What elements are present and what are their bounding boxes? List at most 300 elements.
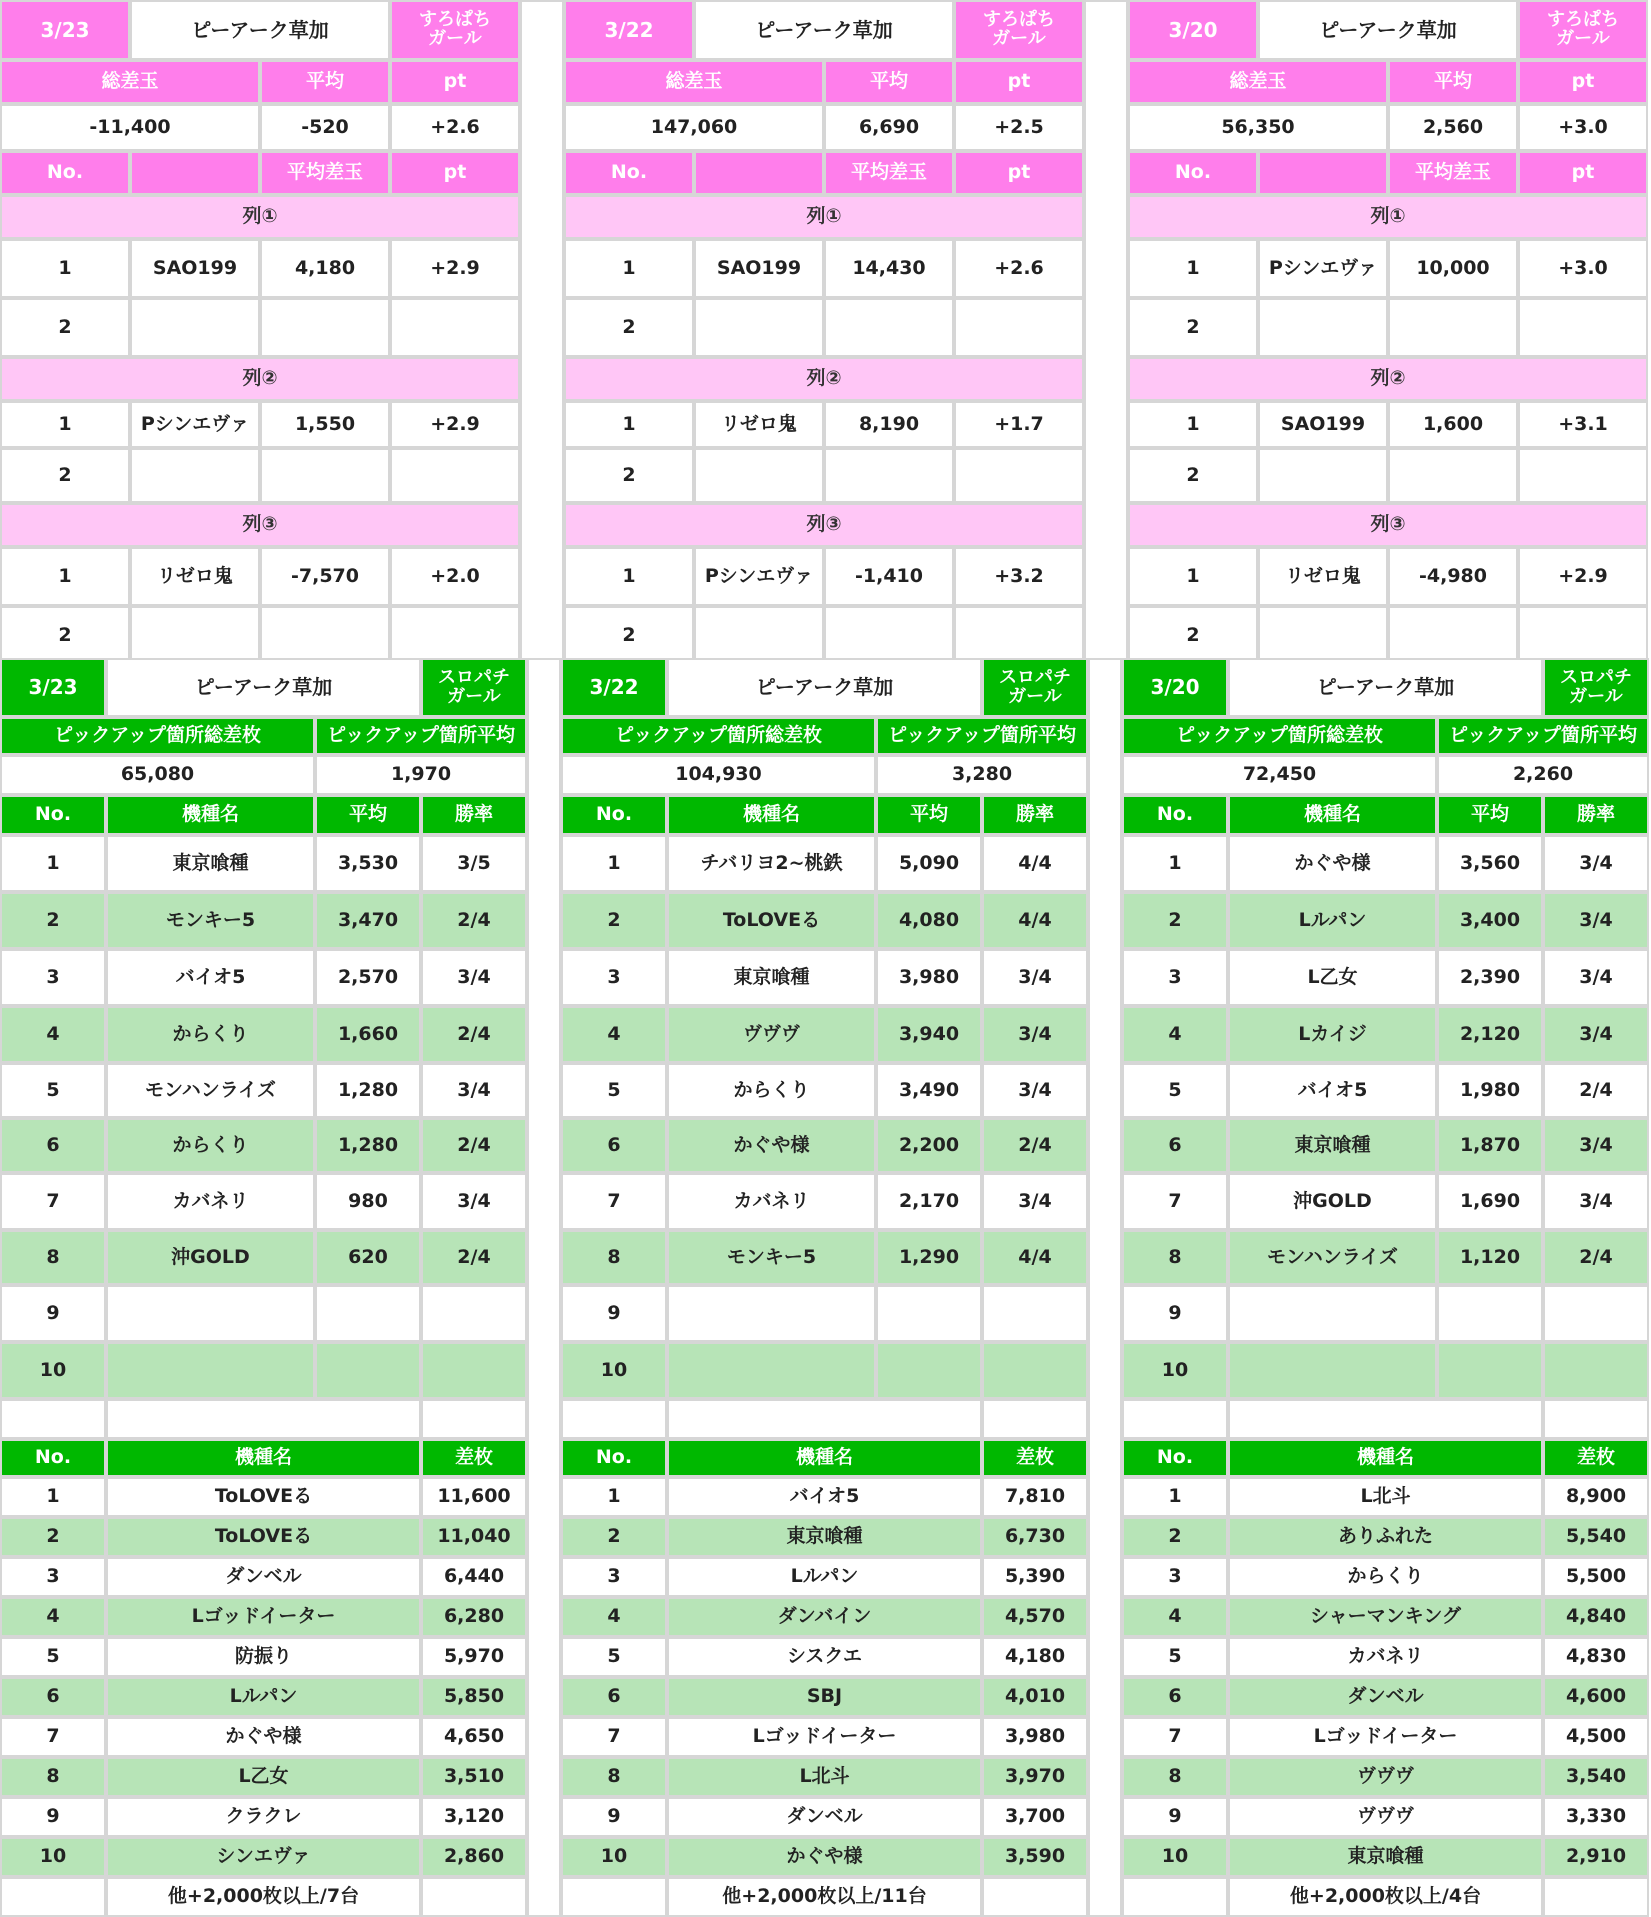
rank-no: 7: [561, 1717, 667, 1757]
row-group-label: 列②: [1128, 357, 1648, 401]
item-pt: +2.9: [390, 401, 520, 448]
model-name: チバリヨ2~桃鉄: [667, 835, 876, 892]
item-pt: [1518, 298, 1648, 357]
rank-diff: 5,500: [1543, 1557, 1649, 1597]
badge-line-1: スロパチ: [999, 666, 1071, 688]
rank-name: L乙女: [106, 1757, 421, 1797]
model-avg: 1,120: [1437, 1230, 1543, 1285]
rank-no: 9: [561, 1797, 667, 1837]
column-header: 平均差玉: [260, 151, 390, 195]
rank-no: 6: [0, 1677, 106, 1717]
rank-diff: 3,970: [982, 1757, 1088, 1797]
model-name: ToLOVEる: [667, 892, 876, 949]
summary-header: 総差玉: [564, 60, 824, 104]
rank-no: 2: [1122, 1517, 1228, 1557]
model-rate: 3/4: [982, 1173, 1088, 1230]
rank-header: No.: [1122, 1439, 1228, 1477]
summary-value: +2.5: [954, 104, 1084, 151]
item-avg: -7,570: [260, 547, 390, 606]
badge-line-2: ガール: [447, 685, 501, 707]
column-header: No.: [564, 151, 694, 195]
item-no: 1: [0, 547, 130, 606]
model-name: [106, 1285, 315, 1342]
model-avg: 4,080: [876, 892, 982, 949]
rank-diff: 4,840: [1543, 1597, 1649, 1637]
footer-note: 他+2,000枚以上/7台: [106, 1877, 421, 1917]
item-name: Pシンエヴァ: [1258, 239, 1388, 298]
item-no: 1: [1128, 239, 1258, 298]
column-header: pt: [954, 151, 1084, 195]
summary-value: +2.6: [390, 104, 520, 151]
model-rate: 3/4: [982, 949, 1088, 1006]
rank-diff: 4,570: [982, 1597, 1088, 1637]
model-header: No.: [0, 795, 106, 835]
model-avg: 3,530: [315, 835, 421, 892]
item-name: [1258, 448, 1388, 503]
model-no: 10: [0, 1342, 106, 1399]
rank-name: ダンバイン: [667, 1597, 982, 1637]
item-name: Pシンエヴァ: [694, 547, 824, 606]
row-group-label: 列①: [0, 195, 520, 239]
spacer-cell: [667, 1399, 982, 1439]
model-avg: 2,570: [315, 949, 421, 1006]
rank-name: シスクエ: [667, 1637, 982, 1677]
rank-name: ToLOVEる: [106, 1517, 421, 1557]
item-no: 1: [564, 401, 694, 448]
model-rate: 2/4: [421, 1118, 527, 1173]
model-name: L乙女: [1228, 949, 1437, 1006]
model-no: 9: [1122, 1285, 1228, 1342]
item-avg: 4,180: [260, 239, 390, 298]
model-header: No.: [561, 795, 667, 835]
item-avg: [824, 448, 954, 503]
model-avg: [315, 1285, 421, 1342]
rank-no: 1: [1122, 1477, 1228, 1517]
model-header: 機種名: [106, 795, 315, 835]
rank-no: 4: [0, 1597, 106, 1637]
model-no: 5: [0, 1063, 106, 1118]
row-group-label: 列①: [564, 195, 1084, 239]
model-no: 7: [0, 1173, 106, 1230]
rank-diff: 7,810: [982, 1477, 1088, 1517]
spacer-cell: [421, 1399, 527, 1439]
separator: [1088, 658, 1122, 1917]
model-avg: 980: [315, 1173, 421, 1230]
pickup-value: 2,260: [1437, 755, 1649, 795]
badge-line-1: すろぱち: [983, 9, 1055, 31]
model-name: かぐや様: [1228, 835, 1437, 892]
item-no: 2: [564, 448, 694, 503]
model-rate: 4/4: [982, 1230, 1088, 1285]
item-no: 2: [1128, 606, 1258, 665]
row-group-label: 列②: [564, 357, 1084, 401]
model-avg: 1,660: [315, 1006, 421, 1063]
model-no: 2: [561, 892, 667, 949]
store-name: ピーアーク草加: [106, 658, 421, 717]
spacer-cell: [982, 1877, 1088, 1917]
item-name: [694, 298, 824, 357]
item-pt: [390, 448, 520, 503]
model-name: ヴヴヴ: [667, 1006, 876, 1063]
model-header: 平均: [315, 795, 421, 835]
model-name: [667, 1285, 876, 1342]
summary-header: pt: [390, 60, 520, 104]
rank-name: Lゴッドイーター: [1228, 1717, 1543, 1757]
spacer-cell: [1122, 1399, 1228, 1439]
model-header: 平均: [1437, 795, 1543, 835]
rank-name: かぐや様: [667, 1837, 982, 1877]
model-rate: [421, 1342, 527, 1399]
model-rate: 2/4: [421, 1006, 527, 1063]
item-name: [694, 606, 824, 665]
rank-no: 3: [0, 1557, 106, 1597]
store-name: ピーアーク草加: [694, 0, 954, 60]
rank-name: クラクレ: [106, 1797, 421, 1837]
rank-no: 10: [1122, 1837, 1228, 1877]
model-header: 平均: [876, 795, 982, 835]
item-name: [130, 298, 260, 357]
item-pt: +2.6: [954, 239, 1084, 298]
model-avg: 1,690: [1437, 1173, 1543, 1230]
rank-diff: 3,510: [421, 1757, 527, 1797]
store-name: ピーアーク草加: [130, 0, 390, 60]
item-avg: [1388, 448, 1518, 503]
item-name: リゼロ鬼: [1258, 547, 1388, 606]
model-rate: [421, 1285, 527, 1342]
model-rate: 3/4: [1543, 892, 1649, 949]
summary-header: 総差玉: [1128, 60, 1388, 104]
item-pt: +3.0: [1518, 239, 1648, 298]
rank-name: 東京喰種: [667, 1517, 982, 1557]
model-no: 4: [0, 1006, 106, 1063]
item-pt: [954, 606, 1084, 665]
badge-line-2: ガール: [992, 28, 1046, 49]
rank-diff: 4,830: [1543, 1637, 1649, 1677]
item-avg: [1388, 298, 1518, 357]
model-avg: 620: [315, 1230, 421, 1285]
model-name: カバネリ: [106, 1173, 315, 1230]
rank-name: ダンベル: [106, 1557, 421, 1597]
rank-diff: 6,440: [421, 1557, 527, 1597]
rank-diff: 4,650: [421, 1717, 527, 1757]
rank-diff: 4,180: [982, 1637, 1088, 1677]
summary-value: -11,400: [0, 104, 260, 151]
model-rate: [982, 1342, 1088, 1399]
row-group-label: 列③: [0, 503, 520, 547]
spacer-cell: [1543, 1399, 1649, 1439]
rank-no: 10: [0, 1837, 106, 1877]
rank-no: 10: [561, 1837, 667, 1877]
badge: [1518, 0, 1648, 60]
store-name: ピーアーク草加: [1228, 658, 1543, 717]
model-rate: 3/4: [1543, 1173, 1649, 1230]
date-label: 3/22: [561, 658, 667, 717]
rank-diff: 3,540: [1543, 1757, 1649, 1797]
rank-name: Lルパン: [106, 1677, 421, 1717]
badge: [1543, 658, 1649, 717]
date-label: 3/22: [564, 0, 694, 60]
badge: [954, 0, 1084, 60]
model-avg: 1,280: [315, 1063, 421, 1118]
rank-name: ダンベル: [1228, 1677, 1543, 1717]
rank-no: 6: [1122, 1677, 1228, 1717]
model-rate: 3/4: [421, 1173, 527, 1230]
model-rate: 4/4: [982, 835, 1088, 892]
model-avg: 3,980: [876, 949, 982, 1006]
model-name: Lカイジ: [1228, 1006, 1437, 1063]
rank-name: Lゴッドイーター: [106, 1597, 421, 1637]
rank-name: ダンベル: [667, 1797, 982, 1837]
model-avg: 1,280: [315, 1118, 421, 1173]
model-rate: [1543, 1285, 1649, 1342]
model-rate: 3/4: [1543, 1118, 1649, 1173]
model-avg: 1,980: [1437, 1063, 1543, 1118]
model-name: からくり: [106, 1118, 315, 1173]
item-avg: 14,430: [824, 239, 954, 298]
rank-header: 差枚: [1543, 1439, 1649, 1477]
column-header: pt: [1518, 151, 1648, 195]
spacer-cell: [421, 1877, 527, 1917]
pickup-header: ピックアップ箇所平均: [315, 717, 527, 755]
item-avg: 10,000: [1388, 239, 1518, 298]
rank-no: 5: [561, 1637, 667, 1677]
rank-diff: 8,900: [1543, 1477, 1649, 1517]
spacer-cell: [1543, 1877, 1649, 1917]
summary-header: 総差玉: [0, 60, 260, 104]
summary-header: 平均: [1388, 60, 1518, 104]
rank-no: 1: [561, 1477, 667, 1517]
model-no: 10: [1122, 1342, 1228, 1399]
model-name: カバネリ: [667, 1173, 876, 1230]
row-group-label: 列②: [0, 357, 520, 401]
rank-diff: 3,700: [982, 1797, 1088, 1837]
model-no: 8: [1122, 1230, 1228, 1285]
spacer-cell: [982, 1399, 1088, 1439]
model-no: 6: [0, 1118, 106, 1173]
rank-diff: 4,500: [1543, 1717, 1649, 1757]
rank-name: 防振り: [106, 1637, 421, 1677]
model-no: 9: [561, 1285, 667, 1342]
model-name: [1228, 1285, 1437, 1342]
rank-header: No.: [561, 1439, 667, 1477]
model-rate: 3/4: [1543, 835, 1649, 892]
rank-header: No.: [0, 1439, 106, 1477]
item-pt: +2.0: [390, 547, 520, 606]
rank-name: ヴヴヴ: [1228, 1757, 1543, 1797]
model-header: No.: [1122, 795, 1228, 835]
model-avg: 3,470: [315, 892, 421, 949]
rank-diff: 4,600: [1543, 1677, 1649, 1717]
model-avg: [315, 1342, 421, 1399]
item-pt: +2.9: [390, 239, 520, 298]
rank-name: L北斗: [1228, 1477, 1543, 1517]
spacer-cell: [561, 1877, 667, 1917]
item-no: 1: [1128, 547, 1258, 606]
model-avg: [876, 1285, 982, 1342]
model-rate: [1543, 1342, 1649, 1399]
rank-name: Lルパン: [667, 1557, 982, 1597]
model-rate: 4/4: [982, 892, 1088, 949]
badge-line-2: ガール: [1569, 685, 1623, 707]
rank-no: 2: [0, 1517, 106, 1557]
rank-header: 機種名: [1228, 1439, 1543, 1477]
rank-name: カバネリ: [1228, 1637, 1543, 1677]
model-name: 沖GOLD: [106, 1230, 315, 1285]
rank-diff: 5,390: [982, 1557, 1088, 1597]
model-name: からくり: [667, 1063, 876, 1118]
item-no: 1: [0, 401, 130, 448]
separator: [520, 0, 564, 665]
rank-name: ヴヴヴ: [1228, 1797, 1543, 1837]
rank-diff: 3,120: [421, 1797, 527, 1837]
rank-diff: 2,860: [421, 1837, 527, 1877]
rank-no: 9: [1122, 1797, 1228, 1837]
date-label: 3/23: [0, 658, 106, 717]
model-header: 勝率: [1543, 795, 1649, 835]
item-pt: [954, 448, 1084, 503]
badge-line-1: スロパチ: [438, 666, 510, 688]
rank-name: L北斗: [667, 1757, 982, 1797]
rank-no: 8: [561, 1757, 667, 1797]
separator: [1084, 0, 1128, 665]
model-avg: 3,560: [1437, 835, 1543, 892]
summary-value: -520: [260, 104, 390, 151]
column-header: 平均差玉: [824, 151, 954, 195]
row-group-label: 列①: [1128, 195, 1648, 239]
item-name: [130, 606, 260, 665]
summary-header: 平均: [824, 60, 954, 104]
summary-header: pt: [1518, 60, 1648, 104]
rank-name: ToLOVEる: [106, 1477, 421, 1517]
model-header: 機種名: [1228, 795, 1437, 835]
rank-no: 7: [0, 1717, 106, 1757]
rank-no: 3: [561, 1557, 667, 1597]
model-name: バイオ5: [106, 949, 315, 1006]
rank-diff: 11,600: [421, 1477, 527, 1517]
column-header: 平均差玉: [1388, 151, 1518, 195]
item-name: SAO199: [130, 239, 260, 298]
rank-diff: 5,850: [421, 1677, 527, 1717]
rank-name: 東京喰種: [1228, 1837, 1543, 1877]
item-no: 1: [0, 239, 130, 298]
rank-name: Lゴッドイーター: [667, 1717, 982, 1757]
model-avg: 2,120: [1437, 1006, 1543, 1063]
pickup-value: 104,930: [561, 755, 876, 795]
rank-diff: 2,910: [1543, 1837, 1649, 1877]
item-no: 2: [1128, 298, 1258, 357]
rank-diff: 3,330: [1543, 1797, 1649, 1837]
model-rate: 3/4: [982, 1006, 1088, 1063]
model-name: モンキー5: [106, 892, 315, 949]
pickup-value: 3,280: [876, 755, 1088, 795]
rank-diff: 6,730: [982, 1517, 1088, 1557]
model-avg: 2,170: [876, 1173, 982, 1230]
model-no: 2: [1122, 892, 1228, 949]
rank-no: 9: [0, 1797, 106, 1837]
model-rate: 2/4: [982, 1118, 1088, 1173]
row-group-label: 列③: [564, 503, 1084, 547]
item-no: 1: [564, 239, 694, 298]
pickup-header: ピックアップ箇所平均: [876, 717, 1088, 755]
item-name: [1258, 298, 1388, 357]
model-avg: 3,400: [1437, 892, 1543, 949]
model-rate: 3/5: [421, 835, 527, 892]
rank-no: 4: [561, 1597, 667, 1637]
model-header: 勝率: [982, 795, 1088, 835]
rank-no: 7: [1122, 1717, 1228, 1757]
model-name: [106, 1342, 315, 1399]
rank-header: 差枚: [421, 1439, 527, 1477]
separator: [527, 658, 561, 1917]
item-pt: +2.9: [1518, 547, 1648, 606]
model-header: 勝率: [421, 795, 527, 835]
spacer-cell: [0, 1399, 106, 1439]
rank-no: 4: [1122, 1597, 1228, 1637]
rank-header: 機種名: [106, 1439, 421, 1477]
model-no: 7: [561, 1173, 667, 1230]
rank-no: 8: [1122, 1757, 1228, 1797]
model-avg: 3,940: [876, 1006, 982, 1063]
rank-name: かぐや様: [106, 1717, 421, 1757]
model-avg: [1437, 1285, 1543, 1342]
rank-diff: 3,590: [982, 1837, 1088, 1877]
rank-name: シンエヴァ: [106, 1837, 421, 1877]
model-rate: 3/4: [982, 1063, 1088, 1118]
rank-name: シャーマンキング: [1228, 1597, 1543, 1637]
model-no: 1: [0, 835, 106, 892]
item-name: [694, 448, 824, 503]
model-name: かぐや様: [667, 1118, 876, 1173]
column-header: [130, 151, 260, 195]
model-no: 4: [561, 1006, 667, 1063]
model-no: 6: [1122, 1118, 1228, 1173]
model-no: 5: [561, 1063, 667, 1118]
model-name: 東京喰種: [667, 949, 876, 1006]
column-header: pt: [390, 151, 520, 195]
model-name: 東京喰種: [106, 835, 315, 892]
model-name: バイオ5: [1228, 1063, 1437, 1118]
pickup-header: ピックアップ箇所総差枚: [1122, 717, 1437, 755]
item-no: 2: [1128, 448, 1258, 503]
item-no: 1: [564, 547, 694, 606]
rank-name: SBJ: [667, 1677, 982, 1717]
item-pt: [390, 606, 520, 665]
model-rate: 2/4: [421, 1230, 527, 1285]
model-avg: 3,490: [876, 1063, 982, 1118]
item-name: SAO199: [1258, 401, 1388, 448]
item-name: SAO199: [694, 239, 824, 298]
model-no: 1: [1122, 835, 1228, 892]
column-header: [1258, 151, 1388, 195]
column-header: [694, 151, 824, 195]
spacer-cell: [1122, 1877, 1228, 1917]
model-name: [667, 1342, 876, 1399]
rank-no: 1: [0, 1477, 106, 1517]
summary-header: 平均: [260, 60, 390, 104]
footer-note: 他+2,000枚以上/4台: [1228, 1877, 1543, 1917]
badge-line-2: ガール: [1008, 685, 1062, 707]
model-name: モンハンライズ: [1228, 1230, 1437, 1285]
item-pt: +3.2: [954, 547, 1084, 606]
model-avg: 1,290: [876, 1230, 982, 1285]
item-pt: [390, 298, 520, 357]
rank-no: 2: [561, 1517, 667, 1557]
rank-name: バイオ5: [667, 1477, 982, 1517]
rank-header: 差枚: [982, 1439, 1088, 1477]
badge-line-2: ガール: [428, 28, 482, 49]
item-avg: -1,410: [824, 547, 954, 606]
item-no: 2: [0, 448, 130, 503]
